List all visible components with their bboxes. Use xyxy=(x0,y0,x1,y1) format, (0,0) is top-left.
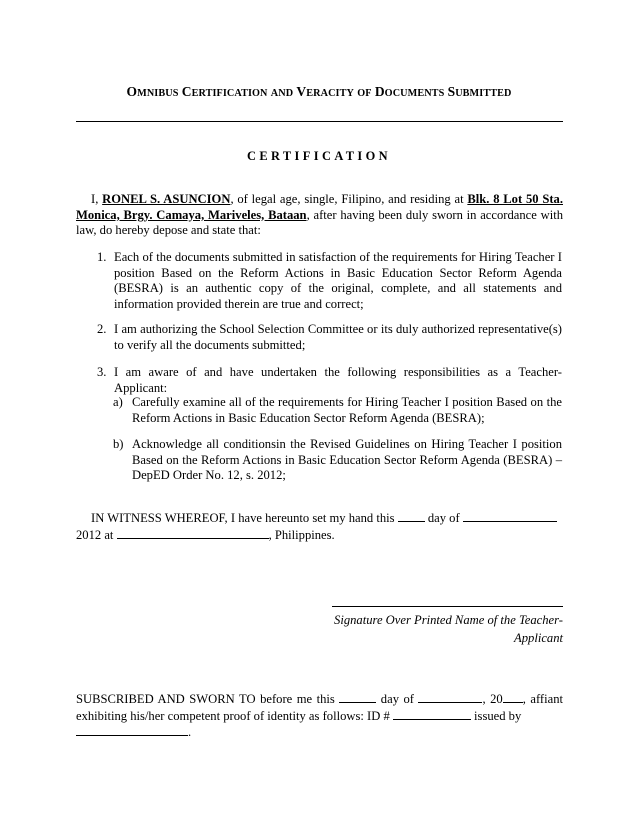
intro-paragraph xyxy=(76,192,563,239)
title-word: OCUMENTS xyxy=(384,88,445,99)
title-word: OF xyxy=(357,88,372,99)
title-initial: S xyxy=(447,84,456,99)
sub-list-item xyxy=(113,395,562,426)
sub-list-item-letter: b) xyxy=(113,437,124,451)
affiant-address: Blk. 8 Lot 50 Sta. Monica, Brgy. Camaya, Mariveles, Bataan xyxy=(76,192,563,222)
list-item-text: Each of the documents submitted in satisfaction of the requirements for Hiring Teacher I position Based on the Reform Actions in Basic Education Sector Reform Agenda (BESRA) is an authentic copy of the original, complete, and all statements and information provided therein are true and correct; xyxy=(114,250,562,311)
title-word: MNIBUS xyxy=(137,88,179,99)
list-item-number: 2. xyxy=(97,322,107,336)
witness-text: IN WITNESS WHEREOF, I have hereunto set my hand this xyxy=(91,511,398,525)
id-number-blank xyxy=(393,708,471,720)
jurat-text: SUBSCRIBED AND SWORN TO before me this xyxy=(76,692,340,706)
list-item-number: 1. xyxy=(97,250,107,264)
jurat-paragraph xyxy=(76,691,563,741)
jurat-text: day of xyxy=(376,692,419,706)
document-title xyxy=(0,84,638,102)
title-word: AND xyxy=(270,88,294,99)
list-item-text: I am authorizing the School Selection Committee or its duly authorized representative(s) to verify all the documents submitted; xyxy=(114,322,562,352)
day-blank xyxy=(398,510,425,522)
list-item-number: 3. xyxy=(97,365,107,379)
issued-by-blank xyxy=(76,724,188,736)
title-divider xyxy=(76,121,563,122)
jurat-text: , 20 xyxy=(482,692,503,706)
title-initial: D xyxy=(374,84,385,99)
list-item xyxy=(97,322,562,353)
jurat-text: issued by xyxy=(470,708,522,723)
intro-suffix: , after having been duly sworn in accordance with law, do hereby depose and state that: xyxy=(76,207,563,238)
jurat-text: . xyxy=(188,725,192,740)
witness-text: day of xyxy=(424,511,463,525)
intro-prefix: I, xyxy=(91,192,103,206)
title-initial: V xyxy=(296,84,307,99)
sub-list-item xyxy=(113,437,562,484)
signature-caption: Signature Over Printed Name of the Teacher-Applicant xyxy=(334,613,563,645)
witness-text: 2012 at xyxy=(76,527,117,542)
title-word: UBMITTED xyxy=(455,88,512,99)
sub-list-item-text: Acknowledge all conditionsin the Revised Guidelines on Hiring Teacher I position Based on the Reform Actions in Basic Education Sector Reform Agenda (BESRA) – DepED Order No. 12, s. 2012; xyxy=(132,437,562,483)
witness-paragraph xyxy=(76,510,563,543)
jurat-text: , affiant exhibiting his/her competent proof of identity as follows: ID # xyxy=(76,692,564,723)
jurat-year-blank xyxy=(503,691,523,703)
place-blank xyxy=(117,527,269,539)
list-item xyxy=(97,250,562,312)
jurat-day-blank xyxy=(339,691,376,703)
month-blank xyxy=(463,510,557,522)
affiant-name: RONEL S. ASUNCION xyxy=(102,192,231,206)
title-word: ERTIFICATION xyxy=(191,88,268,99)
witness-text: , Philippines. xyxy=(268,527,335,542)
section-heading: CERTIFICATION xyxy=(246,149,392,163)
title-initial: C xyxy=(181,84,192,99)
sub-list-item-text: Carefully examine all of the requirements for Hiring Teacher I position Based on the Reform Actions in Basic Education Sector Reform Agenda (BESRA); xyxy=(132,395,562,425)
signature-line xyxy=(332,606,563,607)
sub-list-item-letter: a) xyxy=(113,395,123,409)
jurat-month-blank xyxy=(418,691,482,703)
intro-middle: , of legal age, single, Filipino, and residing at xyxy=(230,192,468,206)
list-item-text: I am aware of and have undertaken the following responsibilities as a Teacher-Applicant: xyxy=(114,365,562,395)
title-initial: O xyxy=(126,84,138,99)
list-item xyxy=(97,365,562,396)
title-word: ERACITY xyxy=(306,88,354,99)
